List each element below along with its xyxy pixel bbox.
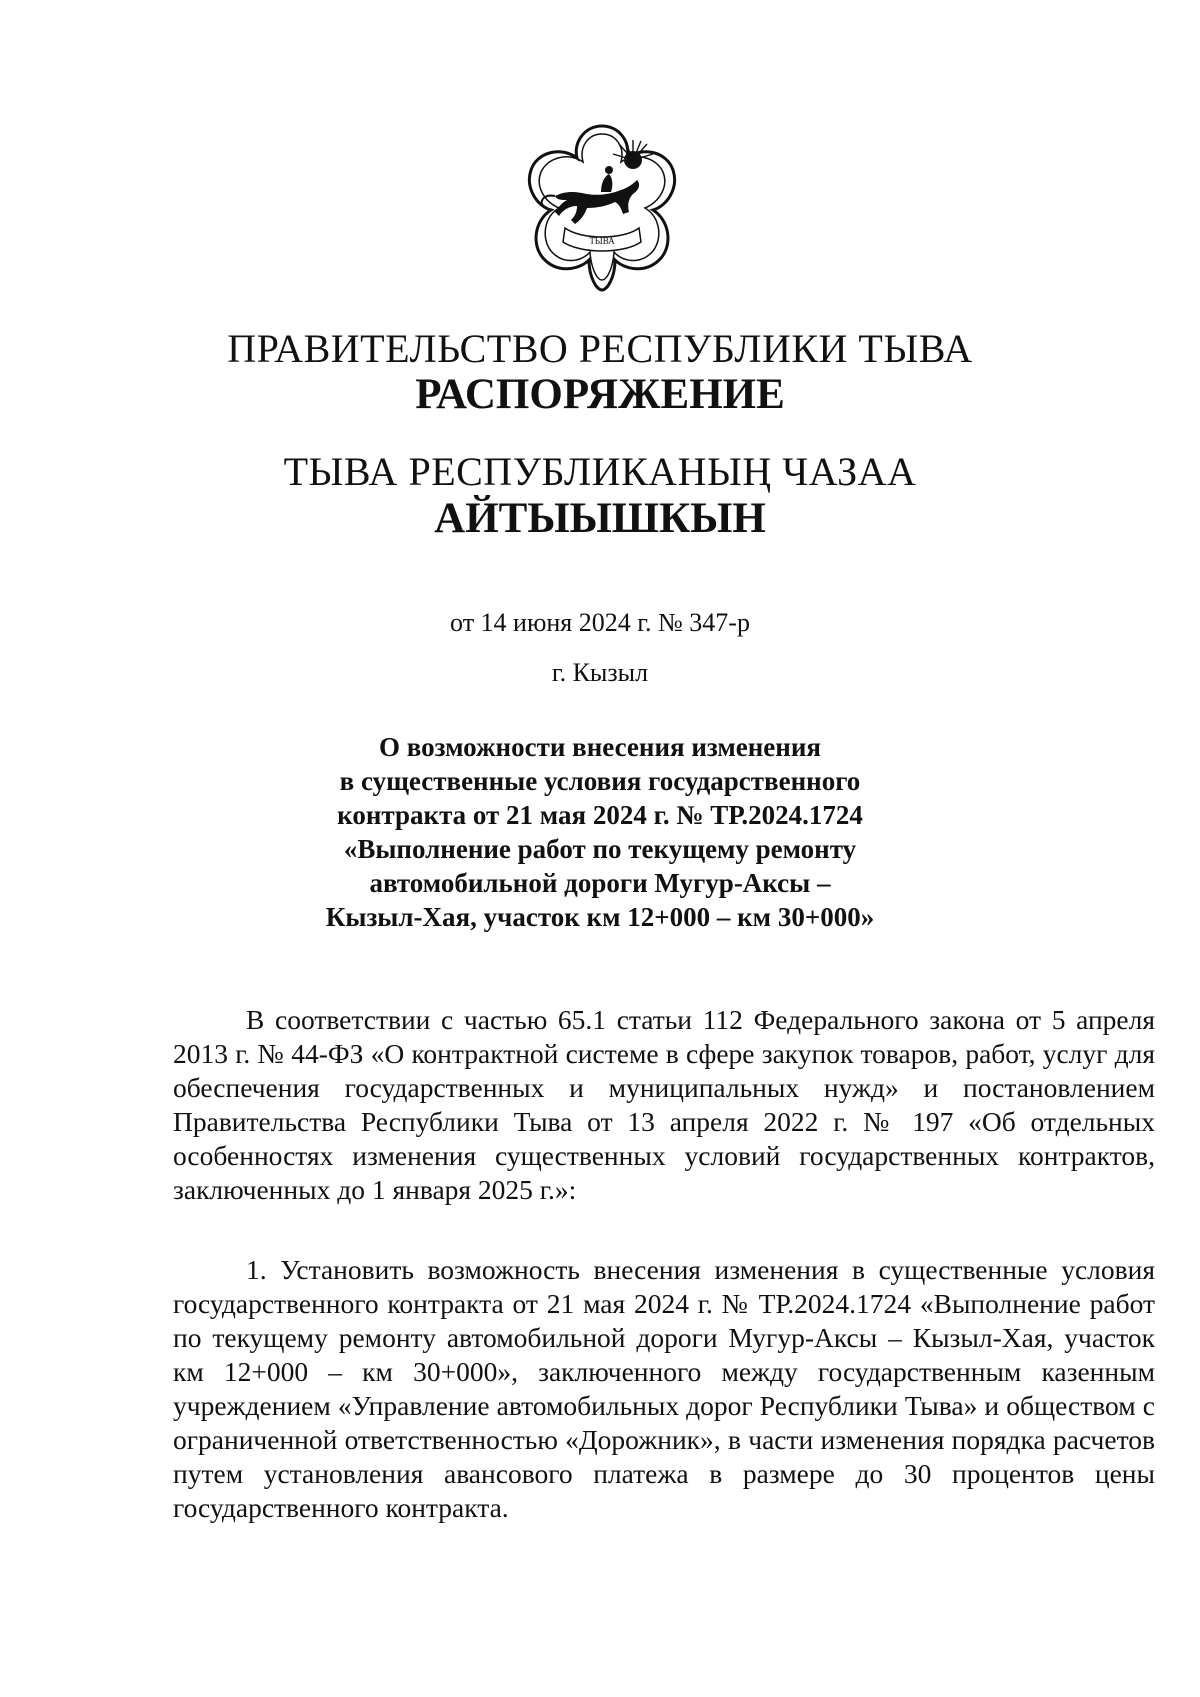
document-type-tuvan: АЙТЫЫШКЫН: [434, 495, 766, 542]
svg-text:ТЫВА: ТЫВА: [589, 236, 615, 246]
document-title: [300, 730, 900, 934]
date-and-number: от 14 июня 2024 г. № 347-р: [450, 608, 750, 637]
title-line: О возможности внесения изменения: [378, 732, 822, 762]
title-line: контракта от 21 мая 2024 г. № ТР.2024.1724: [337, 800, 863, 830]
title-line: «Выполнение работ по текущему ремонту: [343, 834, 857, 864]
government-name-tuvan: ТЫВА РЕСПУБЛИКАНЫҢ ЧАЗАА: [283, 449, 917, 494]
government-name: ПРАВИТЕЛЬСТВО РЕСПУБЛИКИ ТЫВА: [227, 326, 973, 371]
republic-emblem-icon: [515, 120, 689, 294]
title-line: Кызыл-Хая, участок км 12+000 – км 30+000»: [325, 902, 875, 932]
title-line: автомобильной дороги Мугур-Аксы –: [369, 868, 831, 898]
city: г. Кызыл: [551, 658, 649, 687]
title-line: в существенные условия государственного: [339, 766, 861, 796]
preamble-paragraph: В соответствии с частью 65.1 статьи 112 Федерального закона от 5 апреля 2013 г. № 44-ФЗ «О контрактной системе в сфере закупок товаров, работ, услуг для обеспечения государственных и муниципальных нужд» и постановлением Правительства Республики Тыва от 13 апреля 2022 г. № 197 «Об отдельных особенностях изменения существенных условий государственных контрактов, заключенных до 1 января 2025 г.»:: [173, 1004, 1155, 1205]
document-type: РАСПОРЯЖЕНИЕ: [415, 371, 785, 418]
item-1-paragraph: 1. Установить возможность внесения изменения в существенные условия государственного контракта от 21 мая 2024 г. № ТР.2024.1724 «Выполнение работ по текущему ремонту автомобильной дороги Мугур-Аксы – Кызыл-Хая, участок км 12+000 – км 30+000», заключенного между государственным казенным учреждением «Управление автомобильных дорог Республики Тыва» и обществом с ограниченной ответственностью «Дорожник», в части изменения порядка расчетов путем установления авансового платежа в размере до 30 процентов цены государственного контракта.: [173, 1254, 1155, 1523]
